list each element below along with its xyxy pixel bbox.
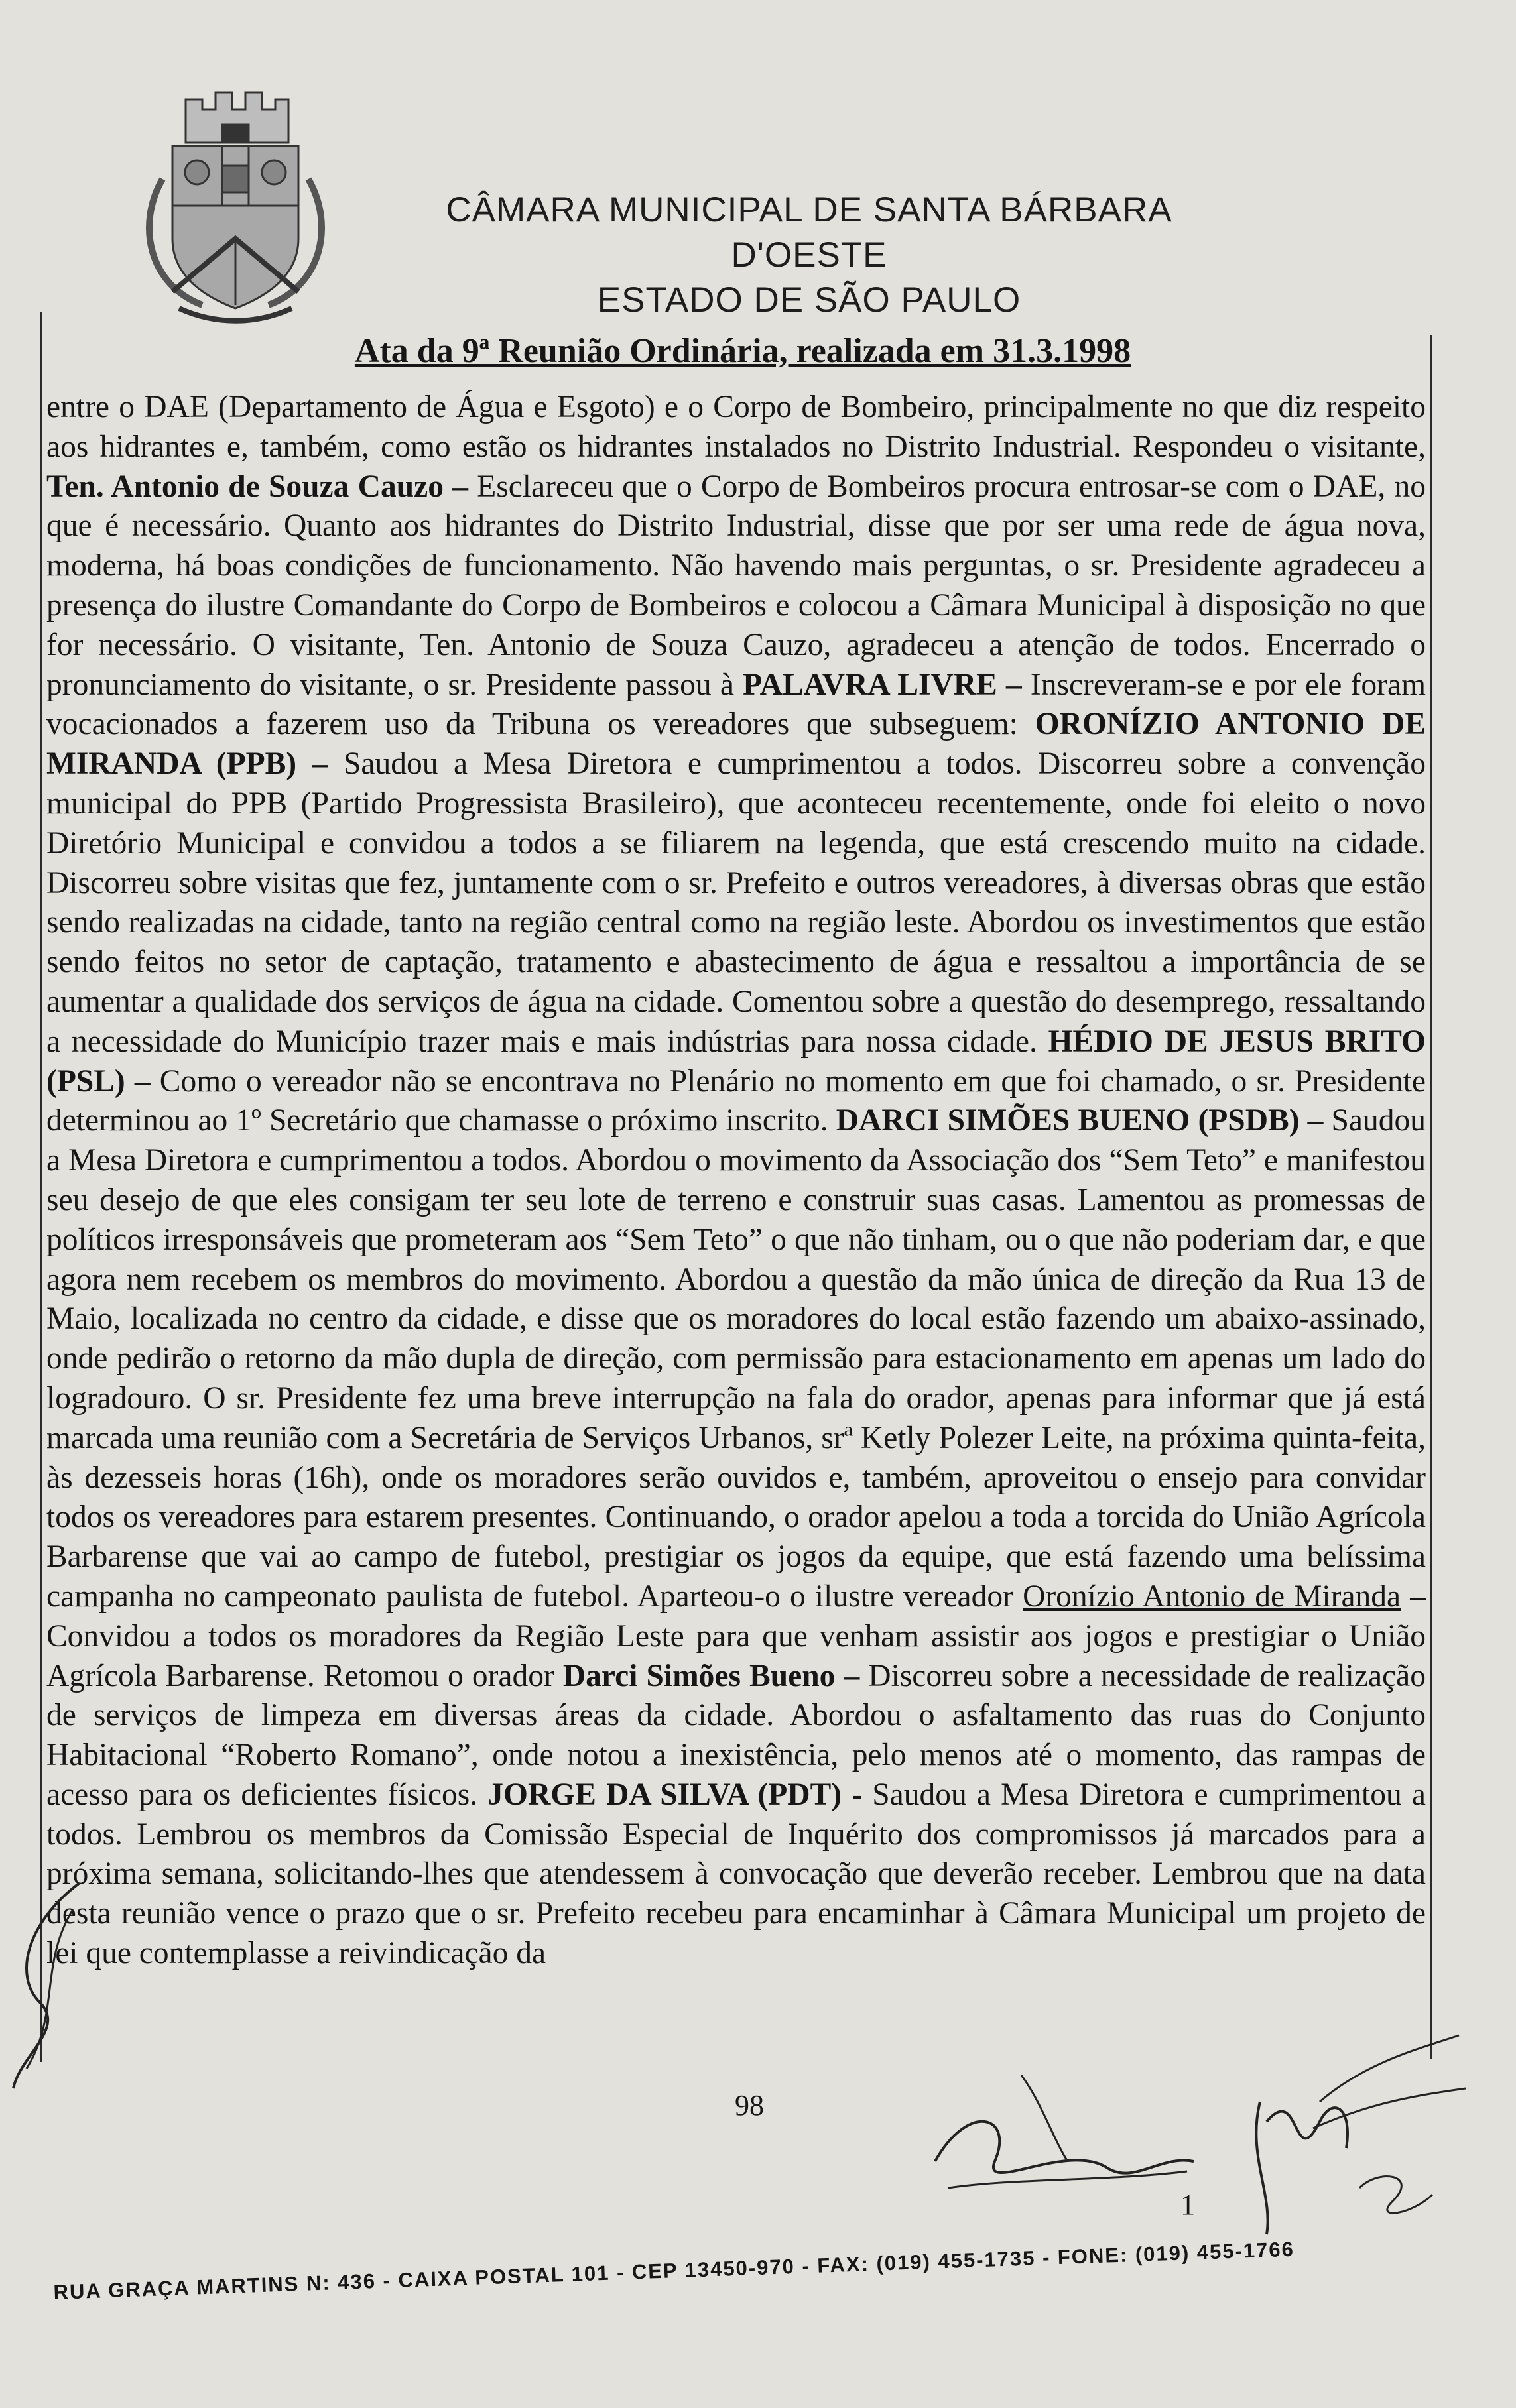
section-heading: PALAVRA LIVRE – xyxy=(743,667,1022,702)
text-run: Inscreveram-se e por ele foram vocacionados a fazerem uso da Tribuna os vereadores que subseguem: xyxy=(46,667,1426,742)
text-run: entre o DAE (Departamento de Água e Esgoto) e o Corpo de Bombeiro, principalmente no que diz respeito aos hidrantes e, também, como estão os hidrantes instalados no Distrito Industrial. Respondeu o visitante, xyxy=(46,390,1426,464)
text-run: Esclareceu que o Corpo de Bombeiros procura entrosar-se com o DAE, no que é necessário. Quanto aos hidrantes do Distrito Industrial, disse que por ser uma rede de água nova, moderna, há boas condições de funcionamento. Não havendo mais perguntas, o sr. Presidente agradeceu a presença do ilustre Comandante do Corpo de Bombeiros e colocou a Câmara Municipal à disposição no que for necessário. O visitante, Ten. Antonio de Souza Cauzo, agradeceu a atenção de todos. Encerrado o pronunciamento do visitante, o sr. Presidente passou à xyxy=(46,469,1426,702)
text-run: Discorreu sobre a necessidade de realização de serviços de limpeza em diversas áreas da cidade. Abordou o asfaltamento das ruas do Conjunto Habitacional “Roberto Romano”, onde notou a inexistência, pelo menos até o momento, das rampas de acesso para os deficientes físicos. xyxy=(46,1658,1426,1812)
right-margin-rule xyxy=(1430,335,1432,2059)
text-run: Como o vereador não se encontrava no Plenário no momento em que foi chamado, o sr. Presidente determinou ao 1º Secretário que chamasse o próximo inscrito. xyxy=(46,1063,1426,1138)
text-run: – Convidou a todos os moradores da Região Leste para que venham assistir aos jogos e prestigiar o União Agrícola Barbarense. Retomou o orador xyxy=(46,1579,1426,1693)
minutes-title: Ata da 9ª Reunião Ordinária, realizada em 31.3.1998 xyxy=(354,332,1131,370)
text-run: Saudou a Mesa Diretora e cumprimentou a todos. Abordou o movimento da Associação dos “Sem Teto” e manifestou seu desejo de que eles consigam ter seu lote de terreno e construir suas casas. Lamentou as promessas de políticos irresponsáveis que prometeram aos “Sem Teto” o que não tinham, ou o que não poderiam dar, e que agora nem recebem os membros do movimento. Abordou a questão da mão única de direção da Rua 13 de Maio, localizada no centro da cidade, e disse que os moradores do local estão fazendo um abaixo-assinado, onde pedirão o retorno da mão dupla de direção, com permissão para estacionamento em apenas um lado do logradouro. O sr. Presidente fez uma breve interrupção na fala do orador, apenas para informar que já está marcada uma reunião com a Secretária de Serviços Urbanos, srª Ketly Polezer Leite, na próxima quinta-feita, às dezesseis horas (16h), onde os moradores serão ouvidos e, também, aproveitou o ensejo para convidar todos os vereadores para estarem presentes. Continuando, o orador apelou a toda a torcida do União Agrícola Barbarense que vai ao campo de futebol, prestigiar os jogos da equipe, que está fazendo uma belíssima campanha no campeonato paulista de futebol. Aparteou-o o ilustre vereador xyxy=(46,1103,1426,1614)
letterhead xyxy=(371,188,1247,323)
margin-mark: 1 xyxy=(1180,2189,1195,2221)
underlined-name: Oronízio Antonio de Miranda xyxy=(1023,1579,1401,1614)
handwritten-signature xyxy=(1220,2022,1472,2248)
left-margin-rule xyxy=(40,312,42,2062)
municipal-coat-of-arms xyxy=(123,73,348,325)
chamber-name: CÂMARA MUNICIPAL DE SANTA BÁRBARA D'OESTE xyxy=(446,190,1172,274)
state-name: ESTADO DE SÃO PAULO xyxy=(597,280,1021,320)
speaker-name: JORGE DA SILVA (PDT) - xyxy=(487,1777,863,1812)
page-number: 98 xyxy=(735,2089,764,2122)
address-footer xyxy=(53,2237,1466,2374)
text-run: Saudou a Mesa Diretora e cumprimentou a todos. Discorreu sobre a convenção municipal do PPB (Partido Progressista Brasileiro), que aconteceu recentemente, onde foi eleito o novo Diretório Municipal e convidou a todos a se filiarem na legenda, que está crescendo muito na cidade. Discorreu sobre visitas que fez, juntamente com o sr. Prefeito e outros vereadores, à diversas obras que estão sendo realizadas na cidade, tanto na região central como na região leste. Abordou os investimentos que estão sendo feitos no setor de captação, tratamento e abastecimento de água e ressaltou a importância de se aumentar a qualidade dos serviços de água na cidade. Comentou sobre a questão do desemprego, ressaltando a necessidade do Município trazer mais e mais indústrias para nossa cidade. xyxy=(46,747,1426,1059)
speaker-name: Darci Simões Bueno – xyxy=(562,1658,860,1693)
text-run: Saudou a Mesa Diretora e cumprimentou a todos. Lembrou os membros da Comissão Especial de Inquérito dos compromissos já marcados para a próxima semana, solicitando-lhes que atendessem à convocação que deverão receber. Lembrou que na data desta reunião vence o prazo que o sr. Prefeito recebeu para encaminhar à Câmara Municipal um projeto de lei que contemplasse a reivindicação da xyxy=(46,1777,1426,1971)
handwritten-signature xyxy=(909,2062,1214,2214)
speaker-name: HÉDIO DE JESUS BRITO (PSL) – xyxy=(46,1024,1426,1099)
minutes-body xyxy=(46,388,1426,1974)
address-text: RUA GRAÇA MARTINS N: 436 - CAIXA POSTAL 101 - CEP 13450-970 - FAX: (019) 455-1735 - FONE: (019) 455-1766 xyxy=(53,2237,1295,2304)
speaker-name: ORONÍZIO ANTONIO DE MIRANDA (PPB) – xyxy=(46,707,1426,782)
handwritten-signature xyxy=(0,1870,93,2095)
speaker-name: DARCI SIMÕES BUENO (PSDB) – xyxy=(836,1103,1324,1138)
speaker-name: Ten. Antonio de Souza Cauzo – xyxy=(46,469,468,504)
minutes-paragraph xyxy=(46,388,1426,1974)
